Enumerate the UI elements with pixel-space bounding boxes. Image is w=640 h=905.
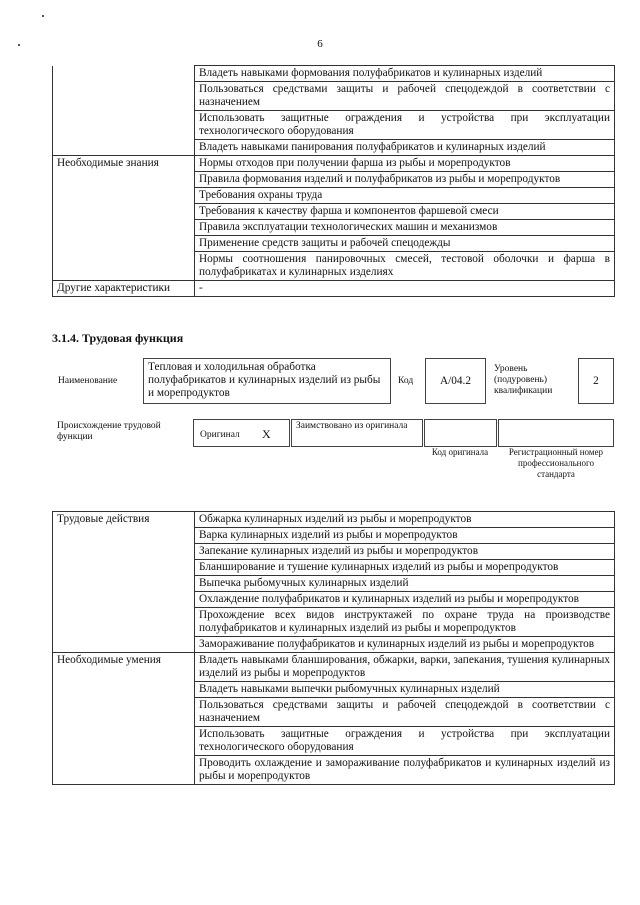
row-text: Применение средств защиты и рабочей спецодежды [195, 236, 615, 252]
row-label [53, 140, 195, 156]
row-text: Владеть навыками выпечки рыбомучных кулинарных изделий [195, 682, 615, 698]
row-text: Выпечка рыбомучных кулинарных изделий [195, 576, 615, 592]
row-label [53, 82, 195, 111]
level-value: 2 [593, 375, 599, 387]
row-text: Владеть навыками бланширования, обжарки, варки, запекания, тушения кулинарных изделий из рыбы и морепродуктов [195, 653, 615, 682]
row-label: Другие характеристики [53, 281, 195, 297]
table-row [53, 608, 615, 637]
row-label [53, 608, 195, 637]
table-row [53, 236, 615, 252]
table-row [53, 512, 615, 528]
table-row [53, 698, 615, 727]
row-label [53, 592, 195, 608]
row-label [53, 528, 195, 544]
row-label [53, 204, 195, 220]
table-row [53, 528, 615, 544]
row-label [53, 682, 195, 698]
row-label [53, 252, 195, 281]
code-original-caption: Код оригинала [431, 447, 489, 457]
origin-label: Происхождение трудовой функции [57, 421, 161, 442]
scan-dot [42, 15, 44, 17]
row-text: Нормы отходов при получении фарша из рыбы и морепродуктов [195, 156, 615, 172]
table-row [53, 188, 615, 204]
row-label [53, 727, 195, 756]
table-row [53, 682, 615, 698]
row-text: Требования охраны труда [195, 188, 615, 204]
table-row [53, 637, 615, 653]
row-label: Необходимые умения [53, 653, 195, 682]
row-text: Бланширование и тушение кулинарных изделий из рыбы и морепродуктов [195, 560, 615, 576]
table-row [53, 204, 615, 220]
table-row [53, 82, 615, 111]
row-text: Нормы соотношения панировочных смесей, тестовой оболочки и фарша в полуфабрикатах и кулинарных изделиях [195, 252, 615, 281]
table-row [53, 281, 615, 297]
table-row [53, 111, 615, 140]
row-text: Правила формования изделий и полуфабрикатов из рыбы и морепродуктов [195, 172, 615, 188]
table-row [53, 156, 615, 172]
code-label: Код [398, 376, 414, 386]
row-text: Использовать защитные ограждения и устройства при эксплуатации технологического оборудования [195, 111, 615, 140]
row-label [53, 236, 195, 252]
reg-number-caption: Регистрационный номер профессионального стандарта [508, 447, 604, 479]
row-label [53, 66, 195, 82]
name-label: Наименование [58, 376, 118, 386]
row-label [53, 560, 195, 576]
row-text: Прохождение всех видов инструктажей по охране труда на производстве полуфабрикатов и кулинарных изделий из рыбы и морепродуктов [195, 608, 615, 637]
table-row [53, 653, 615, 682]
row-text: Пользоваться средствами защиты и рабочей спецодеждой в соответствии с назначением [195, 82, 615, 111]
row-label [53, 756, 195, 785]
row-label [53, 544, 195, 560]
row-label [53, 637, 195, 653]
table-row [53, 576, 615, 592]
table-row [53, 544, 615, 560]
row-label: Трудовые действия [53, 512, 195, 528]
row-label [53, 576, 195, 592]
row-label [53, 172, 195, 188]
table-row [53, 172, 615, 188]
row-text: Обжарка кулинарных изделий из рыбы и морепродуктов [195, 512, 615, 528]
skills-table-2 [52, 511, 615, 785]
table-row [53, 592, 615, 608]
table-row [53, 560, 615, 576]
row-label [53, 188, 195, 204]
row-text: - [195, 281, 615, 297]
table-row [53, 756, 615, 785]
function-code: A/04.2 [439, 375, 472, 387]
section-title: 3.1.4. Трудовая функция [52, 331, 184, 345]
row-text: Проводить охлаждение и замораживание полуфабрикатов и кулинарных изделий из рыбы и морепродуктов [195, 756, 615, 785]
row-text: Владеть навыками формования полуфабрикатов и кулинарных изделий [195, 66, 615, 82]
row-label [53, 220, 195, 236]
table-row [53, 220, 615, 236]
code-original-box [424, 419, 497, 447]
row-label [53, 111, 195, 140]
level-label: Уровень (подуровень) квалификации [494, 364, 553, 396]
row-text: Запекание кулинарных изделий из рыбы и морепродуктов [195, 544, 615, 560]
row-text: Требования к качеству фарша и компонентов фаршевой смеси [195, 204, 615, 220]
row-text: Варка кулинарных изделий из рыбы и морепродуктов [195, 528, 615, 544]
function-name: Тепловая и холодильная обработка полуфабрикатов и кулинарных изделий из рыбы и морепродуктов [148, 361, 381, 399]
row-text: Пользоваться средствами защиты и рабочей спецодеждой в соответствии с назначением [195, 698, 615, 727]
table-row [53, 252, 615, 281]
row-text: Охлаждение полуфабрикатов и кулинарных изделий из рыбы и морепродуктов [195, 592, 615, 608]
row-text: Замораживание полуфабрикатов и кулинарных изделий из рыбы и морепродуктов [195, 637, 615, 653]
borrowed-label: Заимствовано из оригинала [296, 421, 408, 431]
original-mark: X [262, 427, 271, 441]
row-text: Использовать защитные ограждения и устройства при эксплуатации технологического оборудования [195, 727, 615, 756]
table-row [53, 727, 615, 756]
row-text: Правила эксплуатации технологических машин и механизмов [195, 220, 615, 236]
table-row [53, 66, 615, 82]
skills-table-1 [52, 65, 615, 297]
original-label: Оригинал [200, 430, 240, 440]
reg-number-box [498, 419, 614, 447]
table-row [53, 140, 615, 156]
page-number: 6 [317, 38, 323, 50]
row-label [53, 698, 195, 727]
row-text: Владеть навыками панирования полуфабрикатов и кулинарных изделий [195, 140, 615, 156]
row-label: Необходимые знания [53, 156, 195, 172]
